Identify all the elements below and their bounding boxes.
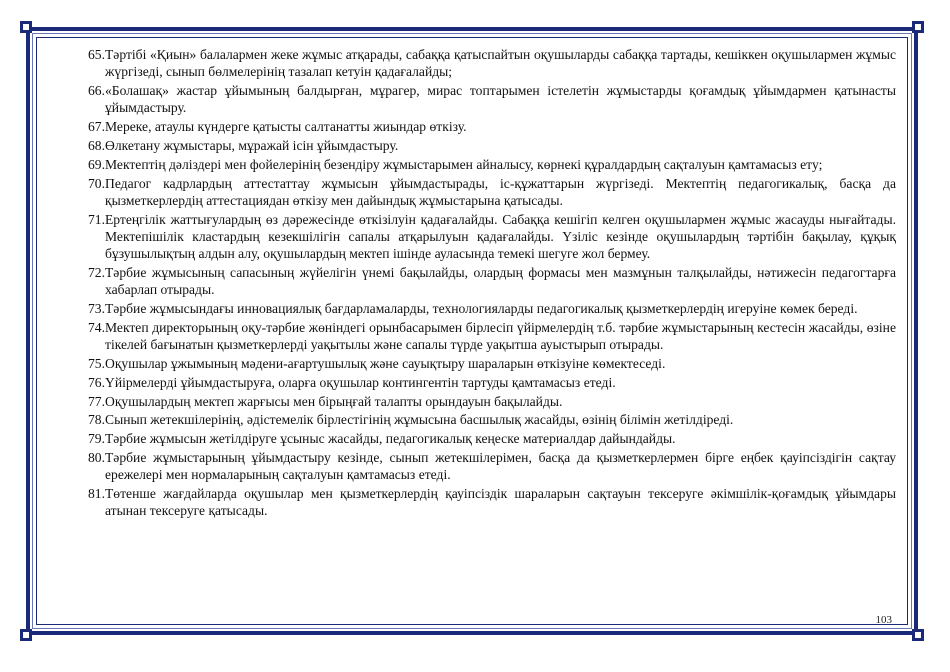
- border-corner-ornament-icon: [20, 629, 32, 641]
- list-item-number: 66.: [88, 83, 105, 99]
- list-item-text: Үйірмелерді ұйымдастыруға, оларға оқушылар контингентін тартуды қамтамасыз етеді.: [105, 374, 616, 390]
- list-item-number: 71.: [88, 211, 105, 227]
- list-item: [88, 319, 896, 354]
- list-item: [88, 393, 896, 410]
- list-item-text: Сынып жетекшілерінің, әдістемелік бірлестігінің жұмысына басшылық жасайды, өзінің білімін жетілдіреді.: [105, 412, 734, 428]
- list-item-text: Мереке, атаулы күндерге қатысты салтанатты жиындар өткізу.: [105, 119, 467, 135]
- list-item: [88, 211, 896, 263]
- list-item-text: Төтенше жағдайларда оқушылар мен қызметкерлердің қауіпсіздік шараларын сақтауын тексеруге әкімшілік-қоғамдық ұйымдары атынан тексеруге қатысады.: [105, 486, 896, 519]
- page-number: 103: [875, 615, 892, 624]
- list-item-number: 65.: [88, 47, 105, 62]
- list-item-number: 80.: [88, 450, 105, 466]
- list-item-text: «Болашақ» жастар ұйымының балдырған, мұрагер, мирас топтарымен істелетін жұмыстарды қоғамдық ұйымдармен қатынасты ұйымдастыру.: [105, 83, 896, 116]
- list-item: [88, 264, 896, 299]
- list-item-number: 68.: [88, 137, 105, 153]
- list-item-number: 74.: [88, 319, 105, 335]
- list-item-text: Мектеп директорының оқу-тәрбие жөніндегі орынбасарымен бірлесіп үйірмелердің т.б. тәрбие жұмыстарының кестесін жасайды, өзіне тікелей бағынатын қызметкерлерді уақытылы және сапалы түрде уақытша ауыстырып отырады.: [105, 319, 896, 353]
- list-item: [88, 137, 896, 154]
- list-item-number: 70.: [88, 175, 105, 191]
- list-item-number: 75.: [88, 356, 105, 372]
- list-item-text: Өлкетану жұмыстары, мұражай ісін ұйымдастыру.: [105, 137, 399, 153]
- list-item: [88, 355, 896, 372]
- list-item: [88, 449, 896, 484]
- list-item-text: Тәрбие жұмысын жетілдіруге ұсыныс жасайды, педагогикалық кеңеске материалдар дайындайды.: [105, 431, 676, 447]
- list-item-number: 67.: [88, 119, 105, 135]
- list-item-number: 79.: [88, 431, 105, 447]
- list-item-text: Мектептің дәліздері мен фойелерінің безендіру жұмыстарымен айналысу, көрнекі құралдардың сақталуын қамтамасыз ету;: [105, 156, 823, 172]
- list-item-text: Тәрбие жұмыстарының ұйымдастыру кезінде, сынып жетекшілерімен, басқа да қызметкерлермен бірге еңбек қауіпсіздігін сақтау ережелері мен нормаларының сақталуын қамтамасыз етеді.: [105, 450, 896, 483]
- list-item-text: Тәртібі «Қиын» балалармен жеке жұмыс атқарады, сабаққа қатыспайтын оқушыларды сабаққа тартады, кешіккен оқушылармен жұмыс жүргізеді, сынып бөлмелерінің тазалап кетуін қадағалайды;: [105, 47, 896, 80]
- list-item: [88, 156, 896, 173]
- border-corner-ornament-icon: [912, 629, 924, 641]
- list-item: [88, 374, 896, 391]
- list-item-number: 73.: [88, 301, 105, 317]
- list-item: [88, 300, 896, 317]
- list-item-number: 81.: [88, 486, 105, 502]
- list-item-number: 72.: [88, 265, 105, 281]
- list-item-text: Тәрбие жұмысының сапасының жүйелігін үнемі бақылайды, олардың формасы мен мазмұнын талқылайды, нәтижесін педагогтарға хабарлап отырады.: [105, 265, 896, 298]
- list-item-text: Оқушылардың мектеп жарғысы мен бірыңғай талапты орындауын бақылайды.: [105, 393, 563, 409]
- list-item: [88, 485, 896, 520]
- document-body: [88, 46, 896, 521]
- list-item-number: 78.: [88, 412, 105, 428]
- list-item-number: 77.: [88, 393, 105, 409]
- list-item: [88, 430, 896, 447]
- border-corner-ornament-icon: [912, 21, 924, 33]
- list-item-text: Тәрбие жұмысындағы инновациялық бағдарламаларды, технологияларды педагогикалық қызметкерлердің игеруіне көмек береді.: [105, 301, 858, 317]
- border-corner-ornament-icon: [20, 21, 32, 33]
- list-item: [88, 411, 896, 428]
- list-item-text: Педагог кадрлардың аттестаттау жұмысын ұйымдастырады, іс-құжаттарын жүргізеді. Мектептің педагогикалық, басқа да қызметкерлердің аттестациядан өткізу мен дайындық жұмыстарына қатысады.: [105, 175, 896, 208]
- list-item: [88, 46, 896, 81]
- list-item: [88, 175, 896, 210]
- list-item-text: Оқушылар ұжымының мәдени-ағартушылық және сауықтыру шараларын өткізуіне көмектеседі.: [105, 356, 666, 372]
- list-item: [88, 82, 896, 117]
- list-item-text: Ертеңгілік жаттығулардың өз дәрежесінде өткізілуін қадағалайды. Сабаққа кешігіп келген оқушылармен жұмыс жасауды нығайтады. Мектепішілік кластардың кезекшілігін сапалы атқарылуын қадағалайды. Үзіліс кезінде оқушылардың тәртібін бақылау, құқық бұзушылықтың алдын алу, оқушылардың мектеп ішінде ауласында темекі шегуге жол бермеу.: [105, 211, 896, 262]
- list-item-number: 76.: [88, 374, 105, 390]
- list-item: [88, 118, 896, 135]
- list-item-number: 69.: [88, 156, 105, 172]
